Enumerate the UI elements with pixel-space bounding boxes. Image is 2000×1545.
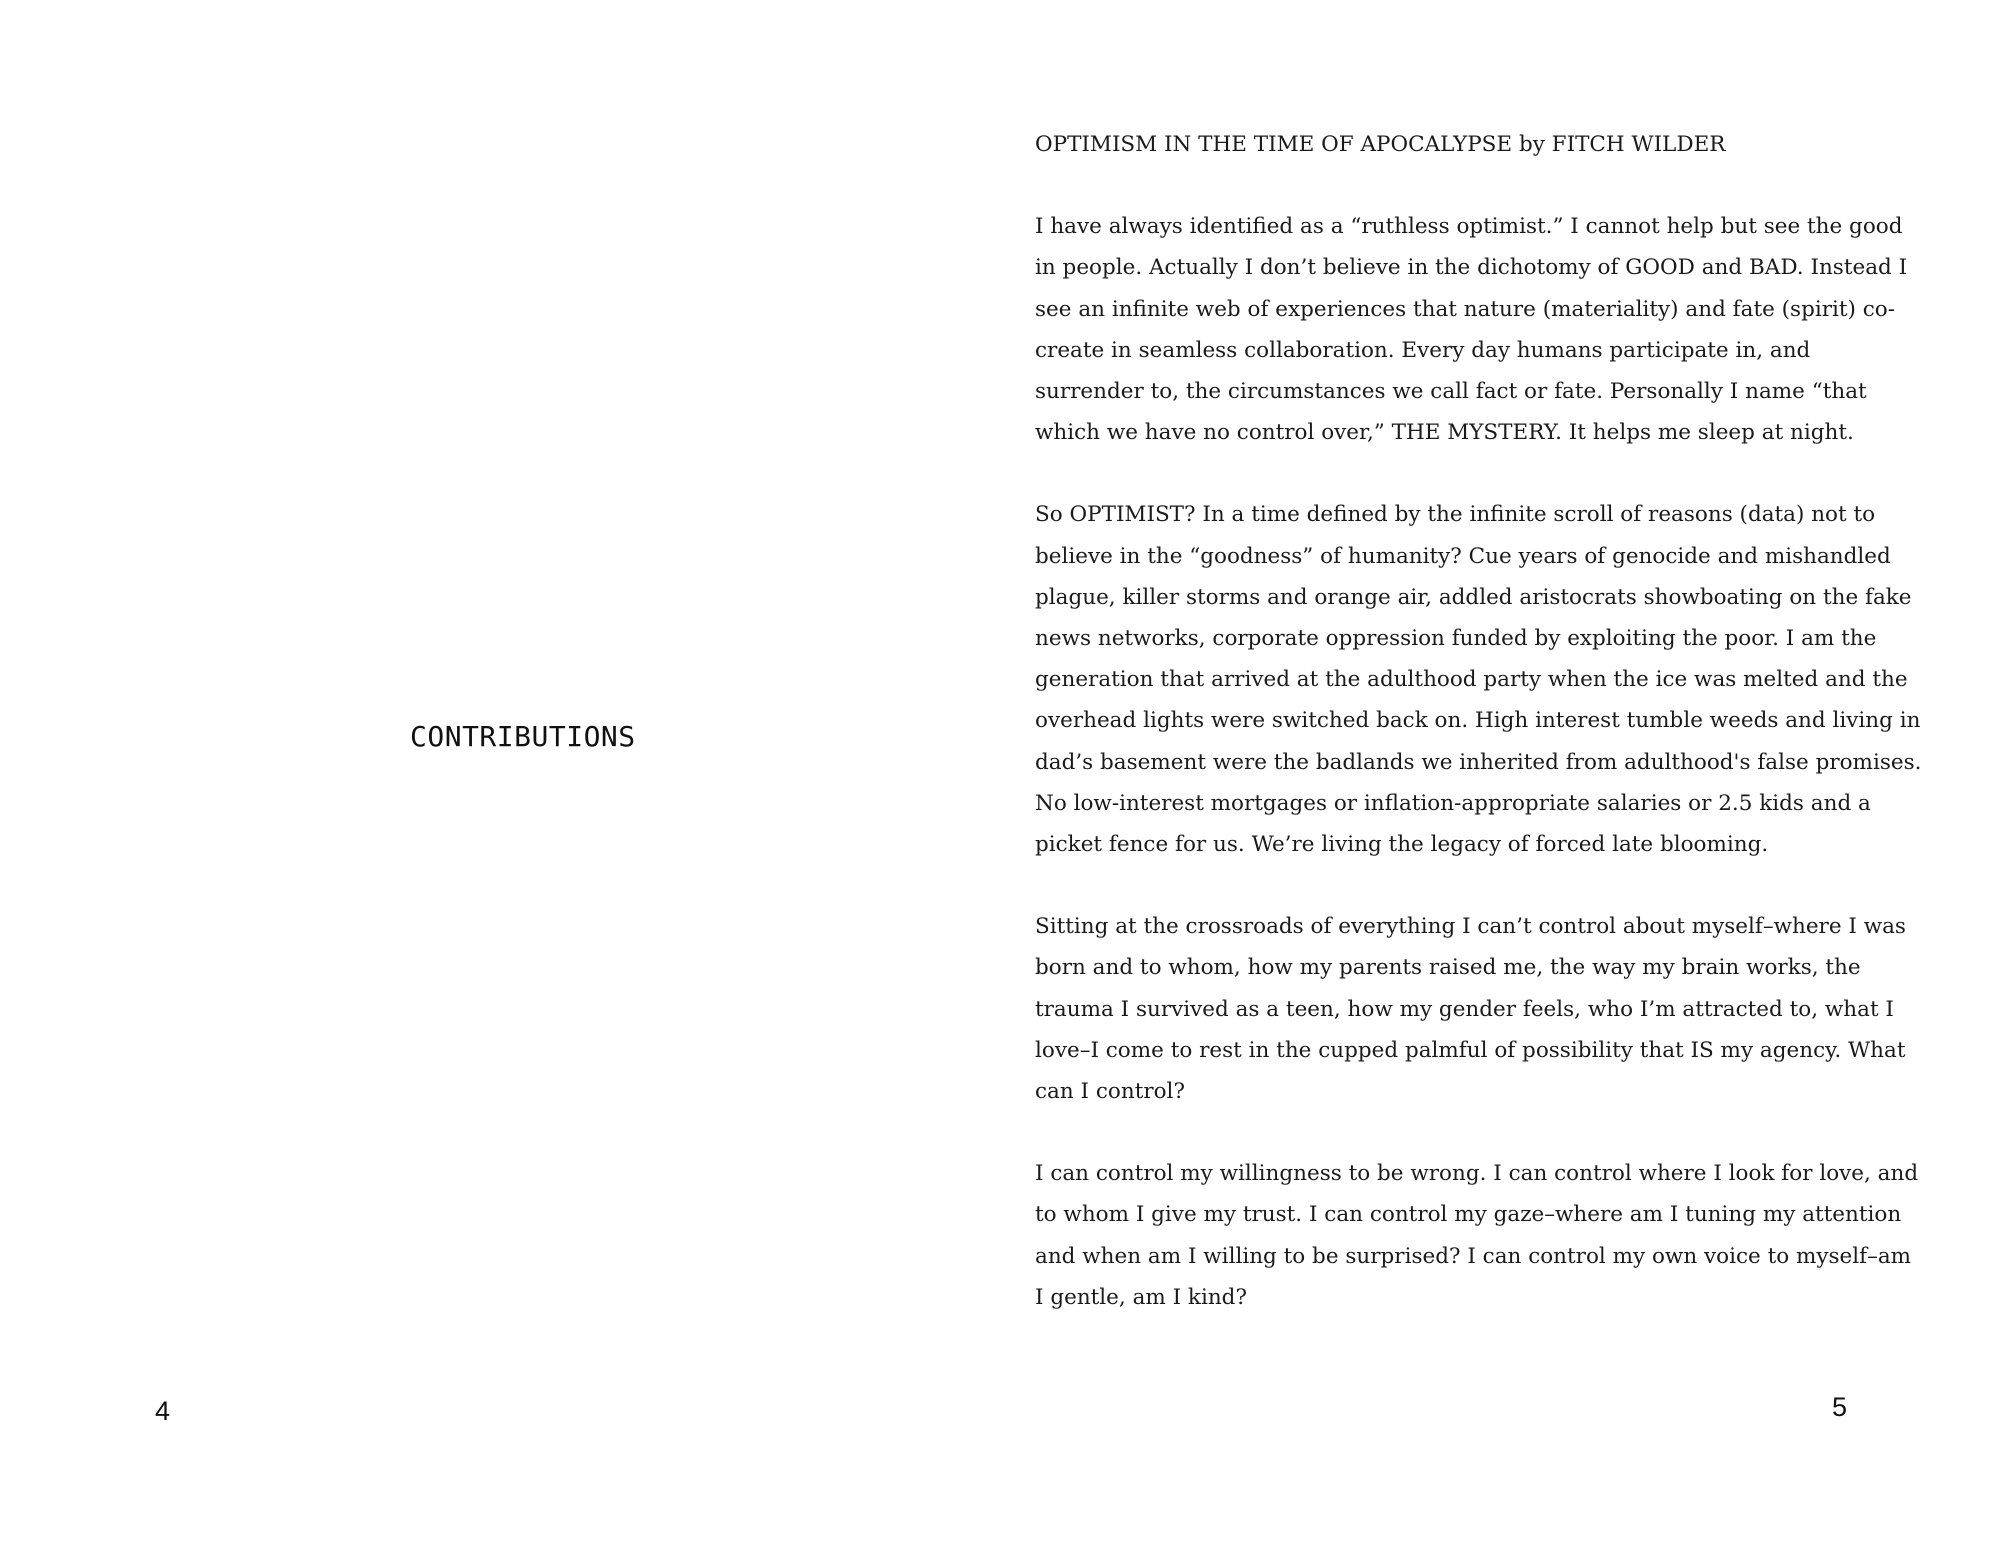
page-number-left: 4 xyxy=(155,1396,171,1426)
article-heading: OPTIMISM IN THE TIME OF APOCALYPSE by FITCH WILDER xyxy=(1035,132,1726,157)
section-title: CONTRIBUTIONS xyxy=(410,720,636,753)
article-paragraph-2: So OPTIMIST? In a time defined by the infinite scroll of reasons (data) not to believe in the “goodness” of humanity? Cue years of genocide and mishandled plague, killer storms and orange air, addled aristocrats showboating on the fake news networks, corporate oppression funded by exploiting the poor. I am the generation that arrived at the adulthood party when the ice was melted and the overhead lights were switched back on. High interest tumble weeds and living in dad’s basement were the badlands we inherited from adulthood's false promises. No low-interest mortgages or inflation-appropriate salaries or 2.5 kids and a picket fence for us. We’re living the legacy of forced late blooming. xyxy=(1035,502,1922,858)
right-page xyxy=(1000,0,2000,1545)
article-paragraph-1: I have always identified as a “ruthless optimist.” I cannot help but see the good in people. Actually I don’t believe in the dichotomy of GOOD and BAD. Instead I see an infinite web of experiences that nature (materiality) and fate (spirit) co-create in seamless collaboration. Every day humans participate in, and surrender to, the circumstances we call fact or fate. Personally I name “that which we have no control over,” THE MYSTERY. It helps me sleep at night. xyxy=(1035,214,1908,446)
page-number-right: 5 xyxy=(1832,1392,1848,1422)
article-paragraph-3: Sitting at the crossroads of everything I can’t control about myself–where I was born and to whom, how my parents raised me, the way my brain works, the trauma I survived as a teen, how my gender feels, who I’m attracted to, what I love–I come to rest in the cupped palmful of possibility that IS my agency. What can I control? xyxy=(1035,914,1906,1105)
article xyxy=(1035,124,1925,1318)
article-paragraph-4: I can control my willingness to be wrong. I can control where I look for love, and to whom I give my trust. I can control my gaze–where am I tuning my attention and when am I willing to be surprised? I can control my own voice to myself–am I gentle, am I kind? xyxy=(1035,1161,1919,1310)
